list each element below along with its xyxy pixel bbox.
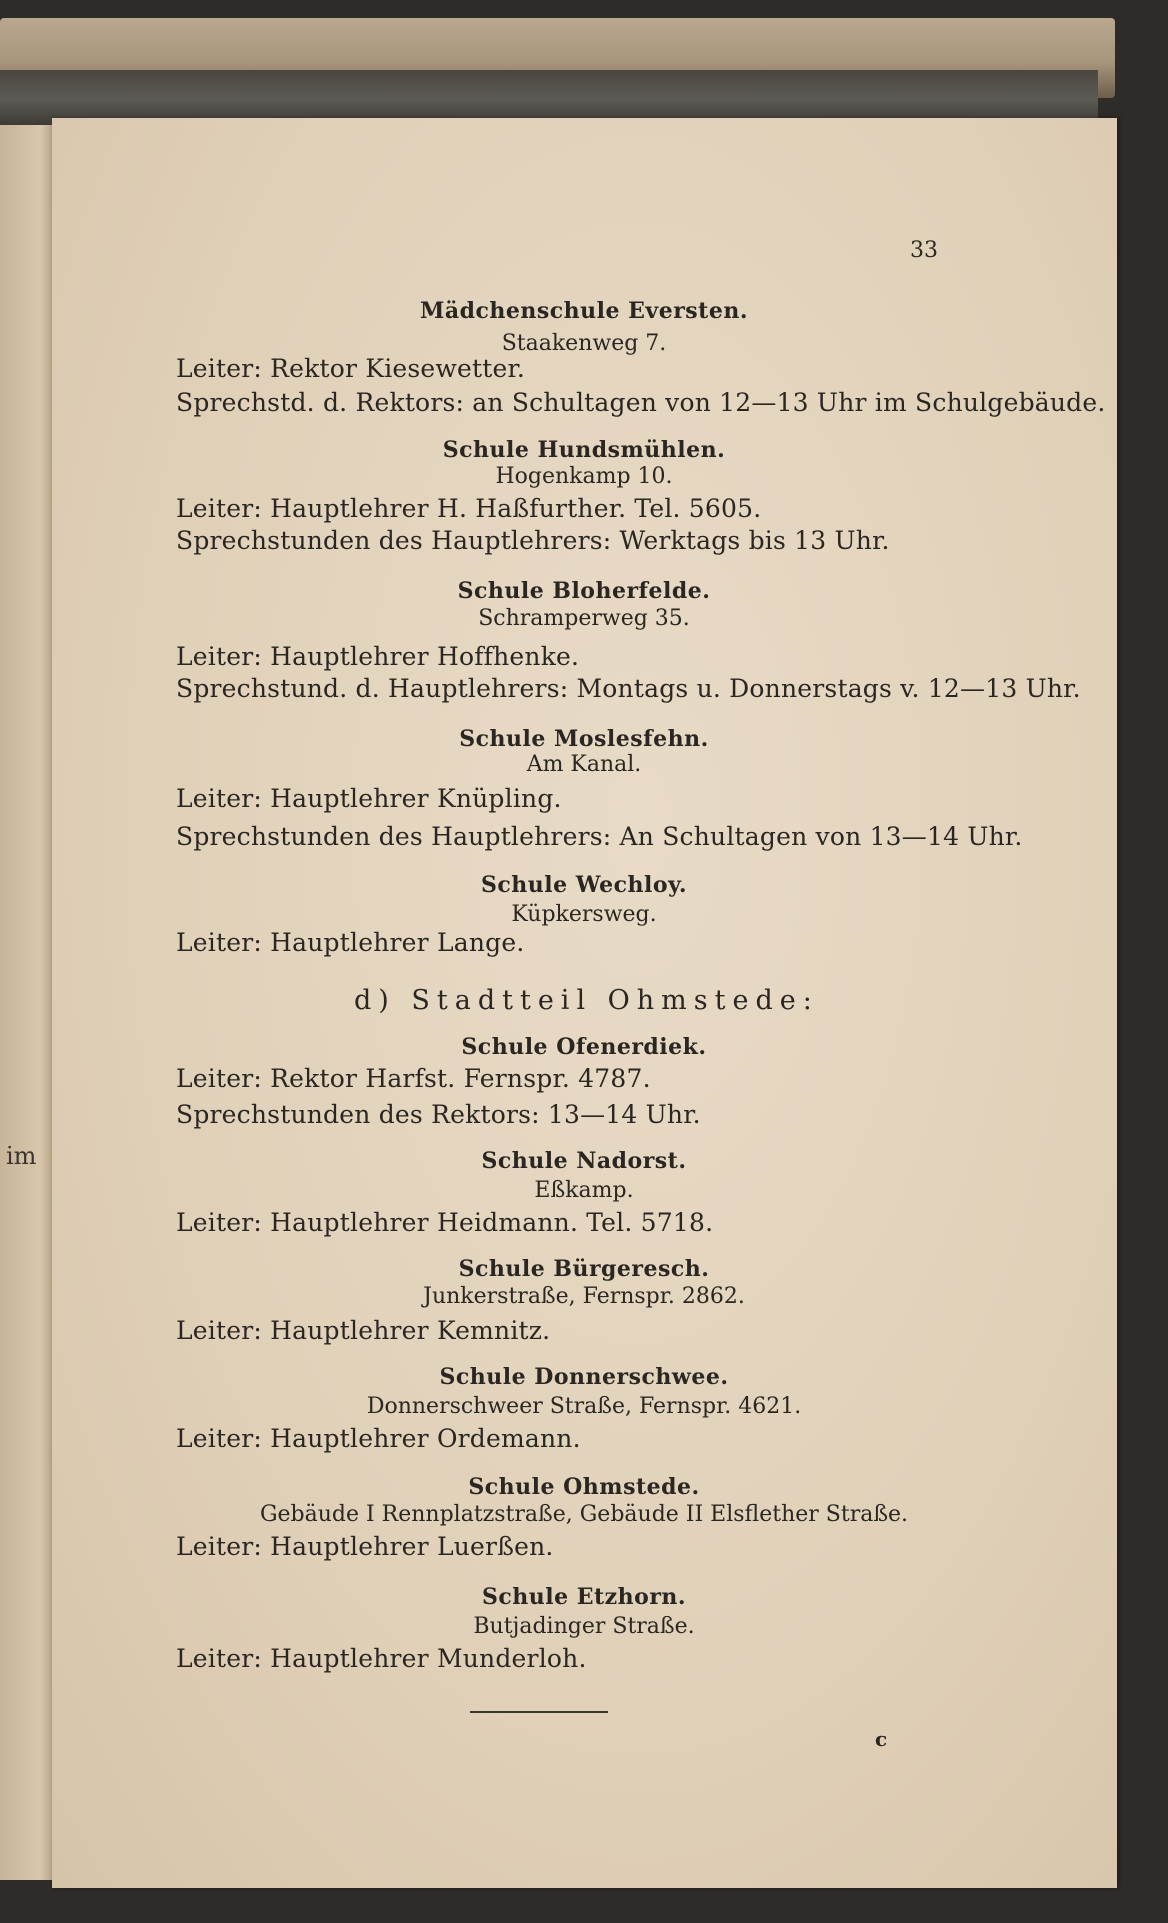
school-line: Sprechstunden des Hauptlehrers: An Schultagen von 13—14 Uhr. — [176, 822, 1023, 851]
school-line: Sprechstd. d. Rektors: an Schultagen von 12—13 Uhr im Schulgebäude. — [176, 388, 1106, 417]
school-title: Schule Ofenerdiek. — [461, 1034, 707, 1060]
school-title: Schule Donnerschwee. — [439, 1364, 729, 1390]
school-entry — [178, 298, 1000, 324]
school-address: Staakenweg 7. — [501, 331, 667, 356]
signature-mark: c — [875, 1727, 888, 1751]
school-title: Schule Moslesfehn. — [459, 726, 709, 752]
left-page-fragment: im — [6, 1142, 37, 1170]
school-address: Butjadinger Straße. — [473, 1614, 695, 1639]
school-line: Leiter: Hauptlehrer Hoffhenke. — [176, 642, 580, 671]
school-line: Leiter: Hauptlehrer Ordemann. — [176, 1424, 581, 1453]
school-address: Schramperweg 35. — [478, 606, 690, 631]
school-line: Leiter: Hauptlehrer Luerßen. — [176, 1532, 554, 1561]
school-line: Sprechstunden des Hauptlehrers: Werktags bis 13 Uhr. — [176, 526, 890, 555]
school-address: Donnerschweer Straße, Fernspr. 4621. — [366, 1394, 802, 1419]
school-title: Schule Bloherfelde. — [457, 578, 711, 604]
school-line: Sprechstunden des Rektors: 13—14 Uhr. — [176, 1100, 701, 1129]
school-address: Am Kanal. — [526, 752, 642, 777]
school-line: Sprechstund. d. Hauptlehrers: Montags u. Donnerstags v. 12—13 Uhr. — [176, 674, 1081, 703]
school-line: Leiter: Hauptlehrer Munderloh. — [176, 1644, 587, 1673]
school-address: Hogenkamp 10. — [495, 464, 673, 489]
school-title: Schule Ohmstede. — [468, 1474, 700, 1500]
school-title: Schule Nadorst. — [481, 1148, 687, 1174]
school-line: Leiter: Hauptlehrer Lange. — [176, 928, 525, 957]
school-title: Schule Hundsmühlen. — [442, 437, 726, 463]
school-address: Gebäude I Rennplatzstraße, Gebäude II Elsflether Straße. — [259, 1502, 909, 1527]
subsection-heading: d) Stadtteil Ohmstede: — [354, 985, 819, 1016]
school-title: Schule Etzhorn. — [481, 1584, 687, 1610]
school-line: Leiter: Rektor Kiesewetter. — [176, 354, 526, 383]
page-number: 33 — [910, 238, 938, 263]
school-line: Leiter: Hauptlehrer Knüpling. — [176, 784, 562, 813]
school-line: Leiter: Hauptlehrer Heidmann. Tel. 5718. — [176, 1208, 714, 1237]
school-line: Leiter: Hauptlehrer H. Haßfurther. Tel. 5605. — [176, 494, 762, 523]
school-address: Junkerstraße, Fernspr. 2862. — [423, 1284, 745, 1309]
school-title: Schule Wechloy. — [480, 872, 688, 898]
school-title: Mädchenschule Eversten. — [420, 298, 748, 324]
school-address: Küpkersweg. — [511, 902, 657, 927]
school-title: Schule Bürgeresch. — [458, 1256, 710, 1282]
school-line: Leiter: Hauptlehrer Kemnitz. — [176, 1316, 551, 1345]
end-rule — [470, 1711, 608, 1713]
school-line: Leiter: Rektor Harfst. Fernspr. 4787. — [176, 1064, 651, 1093]
school-address: Eßkamp. — [534, 1178, 634, 1203]
